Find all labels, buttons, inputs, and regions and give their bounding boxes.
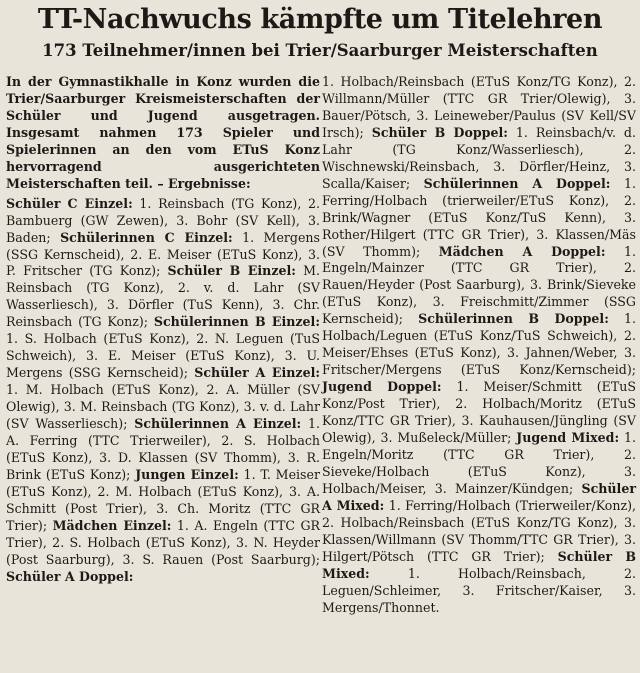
result-text: 1. Ferring/Holbach (Trierweiler/Konz), 2. Holbach/Reinsbach (ETuS Konz/TG Konz), 3. Klassen/Willmann (SV Thomm/TTC GR Trier), 3. Hilgert/Pötsch (TTC GR Trier); xyxy=(322,497,637,564)
result-label: Jugend Doppel: xyxy=(322,379,442,395)
result-label: Schüler A Einzel: xyxy=(194,365,321,381)
result-label: Mädchen Einzel: xyxy=(52,517,172,533)
subheadline: 173 Teilnehmer/innen bei Trier/Saarburger Meisterschaften xyxy=(42,41,598,60)
result-text: 1. A. Engeln (TTC GR Trier), 2. S. Holbach (ETuS Konz), 3. N. Heyder (Post Saarburg), 3. S. Rauen (Post Saarburg); xyxy=(6,517,320,567)
result-text: 1. Reinsbach (TG Konz), 2. Bambuerg (GW Zewen), 3. Bohr (SV Kell), 3. Baden; xyxy=(6,195,321,245)
result-text: 1. T. Meiser (ETuS Konz), 2. M. Holbach (ETuS Konz), 3. A. Schmitt (Post Trier), 3. Ch. Moritz (TTC GR Trier); xyxy=(6,466,320,533)
result-text: 1. Engeln/Mainzer (TTC GR Trier), 2. Rauen/Heyder (Post Saarburg), 3. Brink/Sieveke (ETuS Konz), 3. Freischmitt/Zimmer (SSG Kernscheid); xyxy=(322,243,636,327)
result-text: 1. Mergens (SSG Kernscheid), 2. E. Meiser (ETuS Konz), 3. P. Fritscher (TG Konz); xyxy=(6,229,321,279)
article-column-right xyxy=(322,74,636,617)
result-text: 1. Reinsbach/v. d. Lahr (TG Konz/Wasserliesch), 2. Wischnewski/Reinsbach, 3. Dörfler/Heinz, 3. Scalla/Kaiser; xyxy=(322,124,636,191)
result-text: 1. M. Holbach (ETuS Konz), 2. A. Müller (SV Olewig), 3. M. Reinsbach (TG Konz), 3. v. d. Lahr (SV Wasserliesch); xyxy=(6,382,320,432)
intro-paragraph: In der Gymnastikhalle in Konz wurden die Trier/Saarburger Kreismeisterschaften der Schüler und Jugend ausgetragen. Insgesamt nahmen 173 Spieler und Spielerinnen an den vom ETuS Konz hervorragend ausgerichteten Meisterschaften teil. – Ergebnisse: xyxy=(6,74,320,191)
result-label: Schüler A Mixed: xyxy=(322,480,636,513)
result-text: 1. Ferring/Holbach (trierweiler/ETuS Konz), 2. Brink/Wagner (ETuS Konz/TuS Kenn), 3. Rother/Hilgert (TTC GR Trier), 3. Klassen/Mäs (SV Thomm); xyxy=(322,175,636,259)
results-paragraph-right xyxy=(322,74,636,617)
result-text: 1. Holbach/Reinsbach, 2. Leguen/Schleimer, 3. Fritscher/Kaiser, 3. Mergens/Thonnet. xyxy=(322,565,636,615)
results-paragraph-left xyxy=(6,196,320,586)
result-label: Mädchen A Doppel: xyxy=(438,243,606,259)
result-label: Jungen Einzel: xyxy=(135,466,239,482)
headline: TT-Nachwuchs kämpfte um Titelehren xyxy=(37,4,603,35)
result-label: Schülerinnen A Doppel: xyxy=(423,175,611,191)
result-text: 1. Meiser/Schmitt (ETuS Konz/Post Trier), 2. Holbach/Moritz (ETuS Konz/TTC GR Trier), 3. Kauhausen/Jüngling (SV Olewig), 3. Mußeleck/Müller; xyxy=(322,379,636,446)
result-text: 1. A. Ferring (TTC Trierweiler), 2. S. Holbach (ETuS Konz), 3. D. Klassen (SV Thomm), 3. R. Brink (ETuS Konz); xyxy=(6,416,320,482)
result-label: Schülerinnen C Einzel: xyxy=(60,229,233,245)
result-label: Schülerinnen A Einzel: xyxy=(134,416,302,432)
result-text: 1. S. Holbach (ETuS Konz), 2. N. Leguen (TuS Schweich), 3. E. Meiser (ETuS Konz), 3. U. Mergens (SSG Kernscheid); xyxy=(6,331,320,381)
result-text: 1. Engeln/Moritz (TTC GR Trier), 2. Sieveke/Holbach (ETuS Konz), 3. Holbach/Meiser, 3. Mainzer/Kündgen; xyxy=(322,430,636,496)
article-column-left xyxy=(6,74,320,586)
result-label: Schüler B Mixed: xyxy=(322,548,637,581)
result-label: Schüler B Einzel: xyxy=(167,263,296,279)
result-label: Schüler C Einzel: xyxy=(6,195,133,211)
result-label: Schülerinnen B Doppel: xyxy=(418,311,609,327)
result-label: Schülerinnen B Einzel: xyxy=(153,314,320,330)
result-text: 1. Holbach/Leguen (ETuS Konz/TuS Schweich), 2. Meiser/Ehses (ETuS Konz), 3. Jahnen/Weber, 3. Fritscher/Mergens (ETuS Konz/Kernscheid); xyxy=(322,311,636,378)
result-label: Jugend Mixed: xyxy=(516,430,620,446)
result-text: 1. Holbach/Reinsbach (ETuS Konz/TG Konz), 2. Willmann/Müller (TTC GR Trier/Olewig), 3. Bauer/Pötsch, 3. Leineweber/Paulus (SV Kell/SV Irsch); xyxy=(322,74,636,140)
result-label: Schüler A Doppel: xyxy=(6,568,134,584)
result-label: Schüler B Doppel: xyxy=(371,124,508,140)
result-text: M. Reinsbach (TG Konz), 2. v. d. Lahr (SV Wasserliesch), 3. Dörfler (TuS Kenn), 3. Chr. Reinsbach (TG Konz); xyxy=(6,263,320,330)
